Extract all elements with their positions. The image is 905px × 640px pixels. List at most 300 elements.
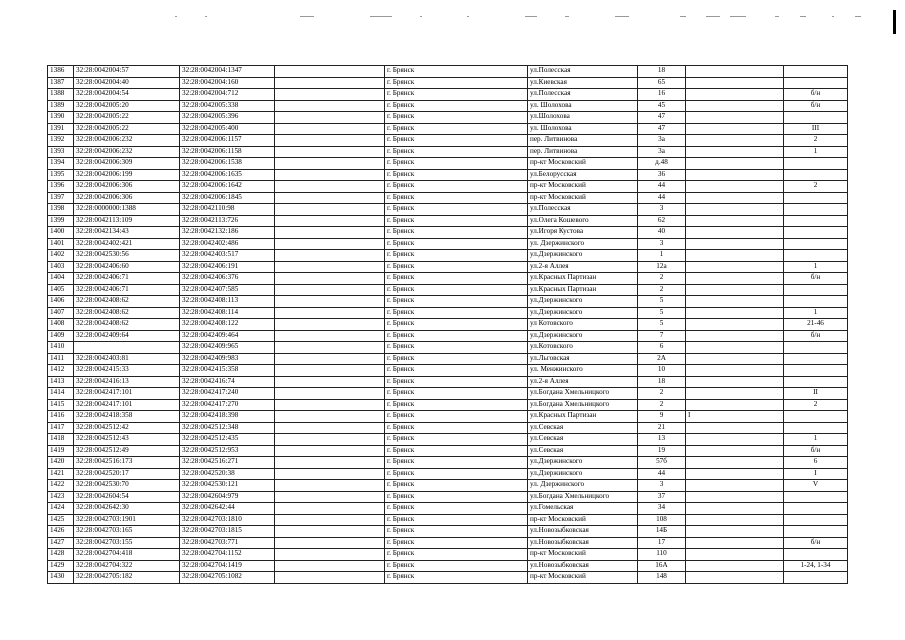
blank-cell bbox=[275, 388, 385, 400]
apartment: б/н bbox=[784, 89, 848, 101]
row-number: 1391 bbox=[48, 123, 74, 135]
table-row bbox=[48, 112, 848, 124]
extra-cell bbox=[686, 537, 784, 549]
blank-cell bbox=[275, 491, 385, 503]
table-row bbox=[48, 537, 848, 549]
row-number: 1398 bbox=[48, 204, 74, 216]
extra-cell bbox=[686, 135, 784, 147]
house-number: 148 bbox=[638, 572, 686, 584]
street: ул.Новозыбковская bbox=[528, 526, 638, 538]
row-number: 1424 bbox=[48, 503, 74, 515]
object-cadastral-number: 32:28:0042642:44 bbox=[180, 503, 275, 515]
blank-cell bbox=[275, 112, 385, 124]
object-cadastral-number: 32:28:0042704:1152 bbox=[180, 549, 275, 561]
object-cadastral-number: 32:28:0042408:122 bbox=[180, 319, 275, 331]
apartment: б/н bbox=[784, 330, 848, 342]
table-row bbox=[48, 77, 848, 89]
street: ул.Дзержинского bbox=[528, 457, 638, 469]
cadastral-number: 32:28:0042409:64 bbox=[74, 330, 180, 342]
apartment: 6 bbox=[784, 457, 848, 469]
house-number: 5 bbox=[638, 296, 686, 308]
row-number: 1396 bbox=[48, 181, 74, 193]
row-number: 1423 bbox=[48, 491, 74, 503]
street: ул.Полесская bbox=[528, 204, 638, 216]
row-number: 1402 bbox=[48, 250, 74, 262]
extra-cell bbox=[686, 365, 784, 377]
extra-cell bbox=[686, 66, 784, 78]
blank-cell bbox=[275, 514, 385, 526]
house-number: 3а bbox=[638, 135, 686, 147]
object-cadastral-number: 32:28:0042409:983 bbox=[180, 353, 275, 365]
extra-cell bbox=[686, 549, 784, 561]
blank-cell bbox=[275, 411, 385, 423]
table-row bbox=[48, 353, 848, 365]
house-number: 10 bbox=[638, 365, 686, 377]
house-number: 3 bbox=[638, 480, 686, 492]
cadastral-number: 32:28:0042703:165 bbox=[74, 526, 180, 538]
object-cadastral-number: 32:28:0042407:585 bbox=[180, 284, 275, 296]
house-number: 2 bbox=[638, 388, 686, 400]
row-number: 1405 bbox=[48, 284, 74, 296]
row-number: 1407 bbox=[48, 307, 74, 319]
apartment: 2 bbox=[784, 181, 848, 193]
row-number: 1426 bbox=[48, 526, 74, 538]
blank-cell bbox=[275, 261, 385, 273]
city: г. Брянск bbox=[385, 181, 528, 193]
apartment: III bbox=[784, 123, 848, 135]
city: г. Брянск bbox=[385, 468, 528, 480]
extra-cell bbox=[686, 353, 784, 365]
street: пр-кт Московский bbox=[528, 549, 638, 561]
blank-cell bbox=[275, 330, 385, 342]
city: г. Брянск bbox=[385, 169, 528, 181]
extra-cell bbox=[686, 572, 784, 584]
row-number: 1389 bbox=[48, 100, 74, 112]
row-number: 1406 bbox=[48, 296, 74, 308]
table-row bbox=[48, 572, 848, 584]
extra-cell bbox=[686, 468, 784, 480]
house-number: 16 bbox=[638, 89, 686, 101]
street: ул.Новозыбковская bbox=[528, 560, 638, 572]
street: ул.Дзержинского bbox=[528, 468, 638, 480]
extra-cell bbox=[686, 273, 784, 285]
blank-cell bbox=[275, 77, 385, 89]
city: г. Брянск bbox=[385, 319, 528, 331]
row-number: 1403 bbox=[48, 261, 74, 273]
table-row bbox=[48, 376, 848, 388]
blank-cell bbox=[275, 572, 385, 584]
street: ул.Дзержинского bbox=[528, 307, 638, 319]
city: г. Брянск bbox=[385, 215, 528, 227]
blank-cell bbox=[275, 146, 385, 158]
table-row bbox=[48, 273, 848, 285]
row-number: 1399 bbox=[48, 215, 74, 227]
house-number: 44 bbox=[638, 192, 686, 204]
street: ул.Игоря Кустова bbox=[528, 227, 638, 239]
street: ул.Богдана Хмельницкого bbox=[528, 388, 638, 400]
city: г. Брянск bbox=[385, 445, 528, 457]
street: ул. Дзержинского bbox=[528, 238, 638, 250]
extra-cell bbox=[686, 434, 784, 446]
object-cadastral-number: 32:28:0042530:121 bbox=[180, 480, 275, 492]
object-cadastral-number: 32:28:0042418:398 bbox=[180, 411, 275, 423]
street: ул.Котовского bbox=[528, 342, 638, 354]
city: г. Брянск bbox=[385, 112, 528, 124]
row-number: 1392 bbox=[48, 135, 74, 147]
street: пр-кт Московский bbox=[528, 514, 638, 526]
table-row bbox=[48, 549, 848, 561]
row-number: 1417 bbox=[48, 422, 74, 434]
extra-cell bbox=[686, 169, 784, 181]
house-number: 7 bbox=[638, 330, 686, 342]
apartment: I bbox=[784, 468, 848, 480]
table-row bbox=[48, 434, 848, 446]
blank-cell bbox=[275, 457, 385, 469]
blank-cell bbox=[275, 192, 385, 204]
cadastral-number: 32:28:0042530:70 bbox=[74, 480, 180, 492]
cadastral-number bbox=[74, 342, 180, 354]
object-cadastral-number: 32:28:0042006:1845 bbox=[180, 192, 275, 204]
extra-cell bbox=[686, 560, 784, 572]
row-number: 1404 bbox=[48, 273, 74, 285]
cadastral-number: 32:28:0042134:43 bbox=[74, 227, 180, 239]
house-number: 9 bbox=[638, 411, 686, 423]
house-number: 57б bbox=[638, 457, 686, 469]
city: г. Брянск bbox=[385, 411, 528, 423]
object-cadastral-number: 32:28:0042408:114 bbox=[180, 307, 275, 319]
house-number: 110 bbox=[638, 549, 686, 561]
table-row bbox=[48, 146, 848, 158]
street: ул.Красных Партизан bbox=[528, 284, 638, 296]
object-cadastral-number: 32:28:0042512:953 bbox=[180, 445, 275, 457]
table-row bbox=[48, 319, 848, 331]
blank-cell bbox=[275, 250, 385, 262]
city: г. Брянск bbox=[385, 89, 528, 101]
blank-cell bbox=[275, 158, 385, 170]
street: пер. Литвинова bbox=[528, 135, 638, 147]
apartment: 1 bbox=[784, 307, 848, 319]
street: ул. Менжинского bbox=[528, 365, 638, 377]
object-cadastral-number: 32:28:0042113:726 bbox=[180, 215, 275, 227]
row-number: 1420 bbox=[48, 457, 74, 469]
city: г. Брянск bbox=[385, 388, 528, 400]
city: г. Брянск bbox=[385, 100, 528, 112]
extra-cell bbox=[686, 388, 784, 400]
object-cadastral-number: 32:28:0042512:435 bbox=[180, 434, 275, 446]
extra-cell: I bbox=[686, 411, 784, 423]
house-number: 62 bbox=[638, 215, 686, 227]
extra-cell bbox=[686, 227, 784, 239]
street: пр-кт Московский bbox=[528, 158, 638, 170]
table-row bbox=[48, 411, 848, 423]
house-number: 36 bbox=[638, 169, 686, 181]
blank-cell bbox=[275, 434, 385, 446]
table-row bbox=[48, 526, 848, 538]
street: ул.Севская bbox=[528, 422, 638, 434]
apartment bbox=[784, 422, 848, 434]
blank-cell bbox=[275, 135, 385, 147]
table-row bbox=[48, 250, 848, 262]
house-number: 21 bbox=[638, 422, 686, 434]
house-number: д.48 bbox=[638, 158, 686, 170]
street: ул.Богдана Хмельницкого bbox=[528, 399, 638, 411]
city: г. Брянск bbox=[385, 123, 528, 135]
city: г. Брянск bbox=[385, 549, 528, 561]
extra-cell bbox=[686, 215, 784, 227]
extra-cell bbox=[686, 261, 784, 273]
city: г. Брянск bbox=[385, 537, 528, 549]
row-number: 1412 bbox=[48, 365, 74, 377]
object-cadastral-number: 32:28:0042403:517 bbox=[180, 250, 275, 262]
extra-cell bbox=[686, 399, 784, 411]
street: ул.Полесская bbox=[528, 89, 638, 101]
blank-cell bbox=[275, 422, 385, 434]
apartment bbox=[784, 158, 848, 170]
city: г. Брянск bbox=[385, 353, 528, 365]
cadastral-number: 32:28:0042006:232 bbox=[74, 146, 180, 158]
row-number: 1416 bbox=[48, 411, 74, 423]
table-row bbox=[48, 468, 848, 480]
object-cadastral-number: 32:28:0042417:240 bbox=[180, 388, 275, 400]
house-number: 1 bbox=[638, 250, 686, 262]
blank-cell bbox=[275, 468, 385, 480]
cadastral-number: 32:28:0042006:199 bbox=[74, 169, 180, 181]
object-cadastral-number: 32:28:0042705:1082 bbox=[180, 572, 275, 584]
object-cadastral-number: 32:28:0042408:113 bbox=[180, 296, 275, 308]
extra-cell bbox=[686, 100, 784, 112]
house-number: 108 bbox=[638, 514, 686, 526]
cadastral-number: 32:28:0042006:309 bbox=[74, 158, 180, 170]
row-number: 1427 bbox=[48, 537, 74, 549]
cadastral-number: 32:28:0042415:33 bbox=[74, 365, 180, 377]
city: г. Брянск bbox=[385, 330, 528, 342]
street: пр-кт Московский bbox=[528, 572, 638, 584]
table-row bbox=[48, 503, 848, 515]
cadastral-number: 32:28:0042005:22 bbox=[74, 112, 180, 124]
row-number: 1401 bbox=[48, 238, 74, 250]
apartment bbox=[784, 491, 848, 503]
row-number: 1395 bbox=[48, 169, 74, 181]
blank-cell bbox=[275, 181, 385, 193]
object-cadastral-number: 32:28:0042006:1635 bbox=[180, 169, 275, 181]
row-number: 1387 bbox=[48, 77, 74, 89]
city: г. Брянск bbox=[385, 491, 528, 503]
apartment: б/н bbox=[784, 445, 848, 457]
cadastral-number: 32:28:0042406:71 bbox=[74, 284, 180, 296]
object-cadastral-number: 32:28:0042703:1815 bbox=[180, 526, 275, 538]
row-number: 1390 bbox=[48, 112, 74, 124]
city: г. Брянск bbox=[385, 365, 528, 377]
apartment bbox=[784, 411, 848, 423]
extra-cell bbox=[686, 503, 784, 515]
cadastral-number: 32:28:0042417:101 bbox=[74, 399, 180, 411]
city: г. Брянск bbox=[385, 296, 528, 308]
table-row bbox=[48, 215, 848, 227]
cadastral-number: 32:28:0042006:306 bbox=[74, 192, 180, 204]
street: ул.Новозыбковская bbox=[528, 537, 638, 549]
apartment bbox=[784, 227, 848, 239]
house-number: 13 bbox=[638, 434, 686, 446]
table-row bbox=[48, 560, 848, 572]
street: ул.Красных Партизан bbox=[528, 411, 638, 423]
apartment bbox=[784, 66, 848, 78]
house-number: 14Б bbox=[638, 526, 686, 538]
house-number: 3а bbox=[638, 146, 686, 158]
registry-table bbox=[47, 65, 848, 584]
extra-cell bbox=[686, 491, 784, 503]
row-number: 1388 bbox=[48, 89, 74, 101]
cadastral-number: 32:28:0042604:54 bbox=[74, 491, 180, 503]
object-cadastral-number: 32:28:0042417:270 bbox=[180, 399, 275, 411]
blank-cell bbox=[275, 123, 385, 135]
row-number: 1414 bbox=[48, 388, 74, 400]
table-row bbox=[48, 100, 848, 112]
blank-cell bbox=[275, 503, 385, 515]
cadastral-number: 32:28:0042512:49 bbox=[74, 445, 180, 457]
cadastral-number: 32:28:0042005:22 bbox=[74, 123, 180, 135]
city: г. Брянск bbox=[385, 503, 528, 515]
table-row bbox=[48, 192, 848, 204]
cadastral-number: 32:28:0042520:17 bbox=[74, 468, 180, 480]
house-number: 40 bbox=[638, 227, 686, 239]
blank-cell bbox=[275, 560, 385, 572]
object-cadastral-number: 32:28:0042005:338 bbox=[180, 100, 275, 112]
row-number: 1425 bbox=[48, 514, 74, 526]
city: г. Брянск bbox=[385, 77, 528, 89]
cadastral-number: 32:28:0042704:418 bbox=[74, 549, 180, 561]
house-number: 65 bbox=[638, 77, 686, 89]
street: ул. Шолохова bbox=[528, 100, 638, 112]
table-row bbox=[48, 422, 848, 434]
street: пр-кт Московский bbox=[528, 181, 638, 193]
row-number: 1430 bbox=[48, 572, 74, 584]
apartment bbox=[784, 503, 848, 515]
extra-cell bbox=[686, 250, 784, 262]
row-number: 1411 bbox=[48, 353, 74, 365]
apartment bbox=[784, 549, 848, 561]
row-number: 1400 bbox=[48, 227, 74, 239]
apartment bbox=[784, 365, 848, 377]
city: г. Брянск bbox=[385, 457, 528, 469]
apartment bbox=[784, 284, 848, 296]
object-cadastral-number: 32:28:0042604:979 bbox=[180, 491, 275, 503]
city: г. Брянск bbox=[385, 146, 528, 158]
street: ул.Шолохова bbox=[528, 112, 638, 124]
extra-cell bbox=[686, 514, 784, 526]
city: г. Брянск bbox=[385, 526, 528, 538]
cadastral-number: 32:28:0042642:30 bbox=[74, 503, 180, 515]
street: ул.Богдана Хмельницкого bbox=[528, 491, 638, 503]
object-cadastral-number: 32:28:0042703:771 bbox=[180, 537, 275, 549]
city: г. Брянск bbox=[385, 560, 528, 572]
street: ул.Красных Партизан bbox=[528, 273, 638, 285]
object-cadastral-number: 32:28:0042006:1642 bbox=[180, 181, 275, 193]
apartment bbox=[784, 250, 848, 262]
row-number: 1408 bbox=[48, 319, 74, 331]
city: г. Брянск bbox=[385, 158, 528, 170]
table-row bbox=[48, 330, 848, 342]
row-number: 1413 bbox=[48, 376, 74, 388]
city: г. Брянск bbox=[385, 284, 528, 296]
table-row bbox=[48, 158, 848, 170]
table-row bbox=[48, 365, 848, 377]
blank-cell bbox=[275, 66, 385, 78]
table-row bbox=[48, 399, 848, 411]
blank-cell bbox=[275, 89, 385, 101]
object-cadastral-number: 32:28:0042512:348 bbox=[180, 422, 275, 434]
apartment bbox=[784, 215, 848, 227]
apartment: 21-46 bbox=[784, 319, 848, 331]
object-cadastral-number: 32:28:0042006:1158 bbox=[180, 146, 275, 158]
street: пр-кт Московский bbox=[528, 192, 638, 204]
street: ул.Гомельская bbox=[528, 503, 638, 515]
street: ул. Дзержинского bbox=[528, 480, 638, 492]
apartment bbox=[784, 204, 848, 216]
extra-cell bbox=[686, 204, 784, 216]
blank-cell bbox=[275, 399, 385, 411]
extra-cell bbox=[686, 181, 784, 193]
row-number: 1410 bbox=[48, 342, 74, 354]
table-row bbox=[48, 66, 848, 78]
object-cadastral-number: 32:28:0042005:400 bbox=[180, 123, 275, 135]
extra-cell bbox=[686, 376, 784, 388]
apartment: II bbox=[784, 388, 848, 400]
apartment bbox=[784, 376, 848, 388]
extra-cell bbox=[686, 192, 784, 204]
street: ул.2-я Аллея bbox=[528, 376, 638, 388]
cadastral-number: 32:28:0042512:42 bbox=[74, 422, 180, 434]
table-row bbox=[48, 307, 848, 319]
blank-cell bbox=[275, 353, 385, 365]
apartment bbox=[784, 296, 848, 308]
street: ул.Полесская bbox=[528, 66, 638, 78]
extra-cell bbox=[686, 89, 784, 101]
apartment bbox=[784, 572, 848, 584]
street: пер. Литвинова bbox=[528, 146, 638, 158]
table-row bbox=[48, 123, 848, 135]
table-row bbox=[48, 238, 848, 250]
apartment bbox=[784, 342, 848, 354]
city: г. Брянск bbox=[385, 135, 528, 147]
row-number: 1394 bbox=[48, 158, 74, 170]
street: ул.Олега Кошевого bbox=[528, 215, 638, 227]
street: ул.Льговская bbox=[528, 353, 638, 365]
object-cadastral-number: 32:28:0042415:358 bbox=[180, 365, 275, 377]
house-number: 37 bbox=[638, 491, 686, 503]
table-row bbox=[48, 181, 848, 193]
house-number: 3 bbox=[638, 204, 686, 216]
apartment bbox=[784, 514, 848, 526]
cadastral-number: 32:28:0042530:56 bbox=[74, 250, 180, 262]
cadastral-number: 32:28:0042402:421 bbox=[74, 238, 180, 250]
city: г. Брянск bbox=[385, 192, 528, 204]
house-number: 6 bbox=[638, 342, 686, 354]
cadastral-number: 32:28:0042005:20 bbox=[74, 100, 180, 112]
cadastral-number: 32:28:0000000:1388 bbox=[74, 204, 180, 216]
street: ул.Киевская bbox=[528, 77, 638, 89]
extra-cell bbox=[686, 422, 784, 434]
city: г. Брянск bbox=[385, 342, 528, 354]
extra-cell bbox=[686, 146, 784, 158]
cadastral-number: 32:28:0042006:232 bbox=[74, 135, 180, 147]
blank-cell bbox=[275, 273, 385, 285]
object-cadastral-number: 32:28:0042416:74 bbox=[180, 376, 275, 388]
object-cadastral-number: 32:28:0042132:186 bbox=[180, 227, 275, 239]
house-number: 45 bbox=[638, 100, 686, 112]
row-number: 1422 bbox=[48, 480, 74, 492]
cadastral-number: 32:28:0042408:62 bbox=[74, 296, 180, 308]
cadastral-number: 32:28:0042006:306 bbox=[74, 181, 180, 193]
